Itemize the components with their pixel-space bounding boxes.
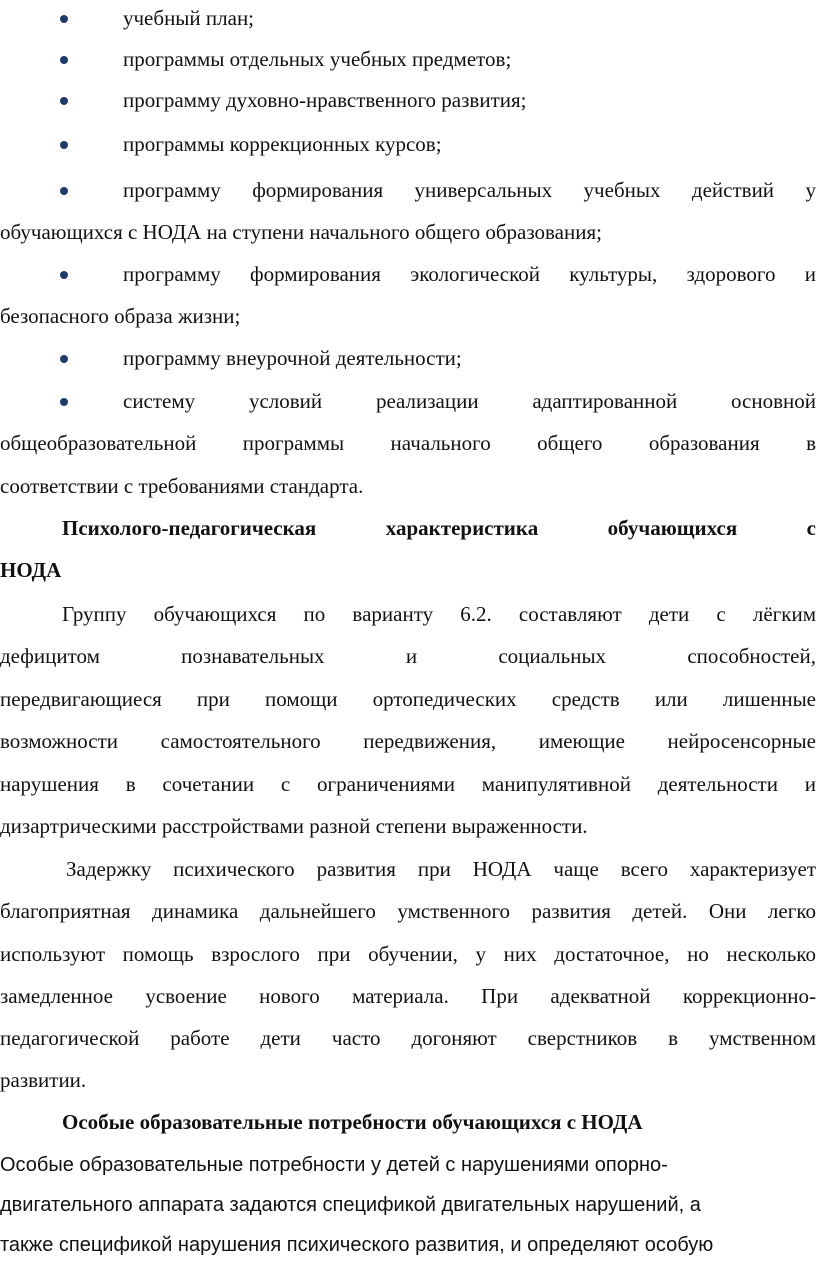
list-item xyxy=(0,39,816,80)
section-heading-continuation: НОДА xyxy=(0,558,62,582)
paragraph-line: используют помощь взрослого при обучении, у них достаточное, но несколько xyxy=(0,942,816,966)
paragraph-line: развитии. xyxy=(0,1068,87,1092)
paragraph-line: Задержку психического развития при НОДА чаще всего характеризует xyxy=(66,857,816,881)
paragraph-line: передвигающиеся при помощи ортопедических средств или лишенные xyxy=(0,687,816,711)
bullet-icon xyxy=(60,398,68,406)
list-item-continuation: соответствии с требованиями стандарта. xyxy=(0,474,364,498)
list-item-continuation: общеобразовательной программы начального общего образования в xyxy=(0,431,816,455)
bullet-icon xyxy=(60,355,68,363)
list-item-continuation: обучающихся с НОДА на ступени начального общего образования; xyxy=(0,220,602,244)
bullet-icon xyxy=(60,97,68,105)
paragraph-line: благоприятная динамика дальнейшего умственного развития детей. Они легко xyxy=(0,899,816,923)
bullet-icon xyxy=(60,187,68,195)
paragraph-line: дизартрическими расстройствами разной степени выраженности. xyxy=(0,814,588,838)
section-heading: Психолого-педагогическая характеристика обучающихся с xyxy=(62,516,816,540)
paragraph-line: замедленное усвоение нового материала. При адекватной коррекционно- xyxy=(0,984,816,1008)
paragraph-line: Особые образовательные потребности у детей с нарушениями опорно- xyxy=(0,1154,668,1176)
paragraph-line: педагогической работе дети часто догоняют сверстников в умственном xyxy=(0,1026,816,1050)
bullet-icon xyxy=(60,271,68,279)
paragraph-line: нарушения в сочетании с ограничениями манипулятивной деятельности и xyxy=(0,772,816,796)
bullet-icon xyxy=(60,56,68,64)
list-item xyxy=(0,124,816,165)
paragraph-line: Группу обучающихся по варианту 6.2. составляют дети с лёгким xyxy=(62,602,816,626)
list-item-text: программы коррекционных курсов; xyxy=(123,132,442,156)
section-heading: Особые образовательные потребности обучающихся с НОДА xyxy=(62,1110,643,1134)
paragraph-line: дефицитом познавательных и социальных способностей, xyxy=(0,644,816,668)
paragraph-line: также спецификой нарушения психического развития, и определяют особую xyxy=(0,1234,714,1256)
list-item-continuation: безопасного образа жизни; xyxy=(0,304,241,328)
bullet-icon xyxy=(60,15,68,23)
list-item xyxy=(0,254,816,295)
paragraph-line: двигательного аппарата задаются спецификой двигательных нарушений, а xyxy=(0,1194,701,1216)
list-item xyxy=(0,381,816,422)
list-item-text: программу духовно-нравственного развития; xyxy=(123,88,527,112)
list-item-text: программу внеурочной деятельности; xyxy=(123,346,462,370)
bullet-icon xyxy=(60,141,68,149)
list-item-text: учебный план; xyxy=(123,6,255,30)
list-item-text: систему условий реализации адаптированной основной xyxy=(123,389,816,413)
list-item-text: программу формирования экологической культуры, здорового и xyxy=(123,262,816,286)
list-item-text: программу формирования универсальных учебных действий у xyxy=(123,178,816,202)
list-item xyxy=(0,80,816,121)
list-item xyxy=(0,170,816,211)
paragraph-line: возможности самостоятельного передвижения, имеющие нейросенсорные xyxy=(0,729,816,753)
list-item xyxy=(0,338,816,379)
list-item xyxy=(0,0,816,39)
list-item-text: программы отдельных учебных предметов; xyxy=(123,47,512,71)
